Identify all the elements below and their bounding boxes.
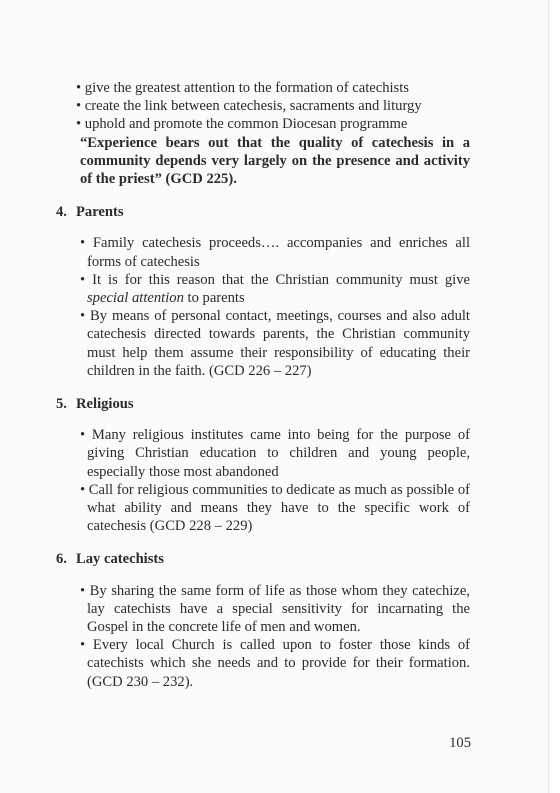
list-item: • Every local Church is called upon to foster those kinds of catechists which she needs and to provide for their formation. (GCD 230 – 232). bbox=[80, 637, 471, 690]
intro-block bbox=[76, 79, 470, 188]
intro-bullet: • create the link between catechesis, sacraments and liturgy bbox=[76, 98, 422, 115]
page-content bbox=[56, 79, 471, 691]
section-parents bbox=[56, 203, 471, 380]
list-item: • By sharing the same form of life as those whom they catechize, lay catechists have a special sensitivity for incarnating the Gospel in the concrete life of men and women. bbox=[80, 582, 470, 636]
bold-quote: “Experience bears out that the quality of catechesis in a community depends very largely on the presence and activity of the priest” (GCD 225). bbox=[80, 134, 470, 188]
intro-bullet: • uphold and promote the common Diocesan programme bbox=[76, 116, 408, 133]
section-list bbox=[76, 234, 470, 380]
intro-bullet: • give the greatest attention to the formation of catechists bbox=[76, 80, 409, 96]
section-lay-catechists bbox=[56, 550, 471, 690]
section-list bbox=[76, 582, 470, 691]
list-item: • It is for this reason that the Christian community must give special attention to parents bbox=[80, 271, 471, 307]
list-item: • Call for religious communities to dedicate as much as possible of what ability and means they have to the specific work of catechesis (GCD 228 – 229) bbox=[80, 481, 470, 535]
section-heading: 5. Religious bbox=[56, 396, 134, 413]
list-item: • Many religious institutes came into being for the purpose of giving Christian education to children and young people, especially those most abandoned bbox=[80, 427, 470, 480]
list-item: • By means of personal contact, meetings, courses and also adult catechesis directed towards parents, the Christian community must help them assume their responsibility of educating their children in the faith. (GCD 226 – 227) bbox=[80, 308, 470, 379]
emphasis-text: special attention bbox=[87, 290, 184, 307]
list-item: • Family catechesis proceeds…. accompanies and enriches all forms of catechesis bbox=[80, 235, 470, 270]
section-religious bbox=[56, 395, 470, 535]
section-list bbox=[76, 426, 470, 535]
section-heading: 6. Lay catechists bbox=[56, 551, 164, 568]
page-number: 105 bbox=[449, 735, 471, 751]
section-heading: 4. Parents bbox=[56, 204, 124, 221]
